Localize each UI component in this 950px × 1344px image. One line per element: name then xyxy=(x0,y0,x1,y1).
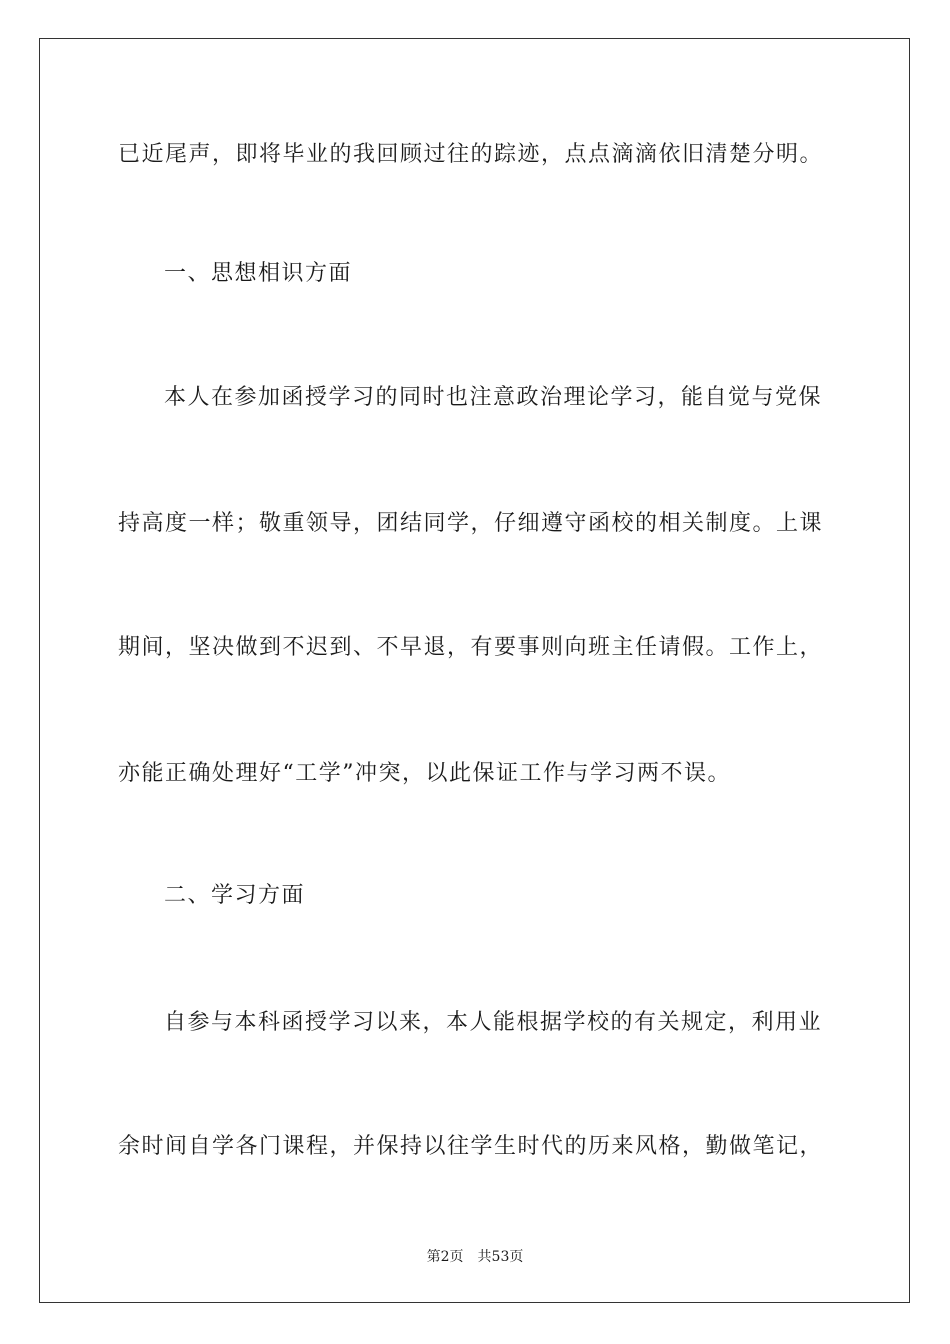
section-heading-2: 二、学习方面 xyxy=(164,883,306,908)
section-heading-1: 一、思想相识方面 xyxy=(164,261,353,286)
page-border xyxy=(39,38,910,1303)
body-text-line: 余时间自学各门课程，并保持以往学生时代的历来风格，勤做笔记， xyxy=(118,1134,824,1159)
paragraph-first-line: 自参与本科函授学习以来，本人能根据学校的有关规定，利用业 xyxy=(164,1010,823,1035)
body-text-line: 期间，坚决做到不迟到、不早退，有要事则向班主任请假。工作上， xyxy=(118,635,824,660)
paragraph-first-line: 本人在参加函授学习的同时也注意政治理论学习，能自觉与党保 xyxy=(164,385,823,410)
body-text-line: 亦能正确处理好“工学”冲突，以此保证工作与学习两不误。 xyxy=(118,761,731,786)
body-text-line: 持高度一样；敬重领导，团结同学，仔细遵守函校的相关制度。上课 xyxy=(118,511,824,536)
page-total: 共53页 xyxy=(477,1249,524,1265)
body-text-line: 已近尾声，即将毕业的我回顾过往的踪迹，点点滴滴依旧清楚分明。 xyxy=(118,142,824,167)
page-number: 第2页 xyxy=(426,1249,464,1265)
page-footer xyxy=(0,1248,950,1266)
